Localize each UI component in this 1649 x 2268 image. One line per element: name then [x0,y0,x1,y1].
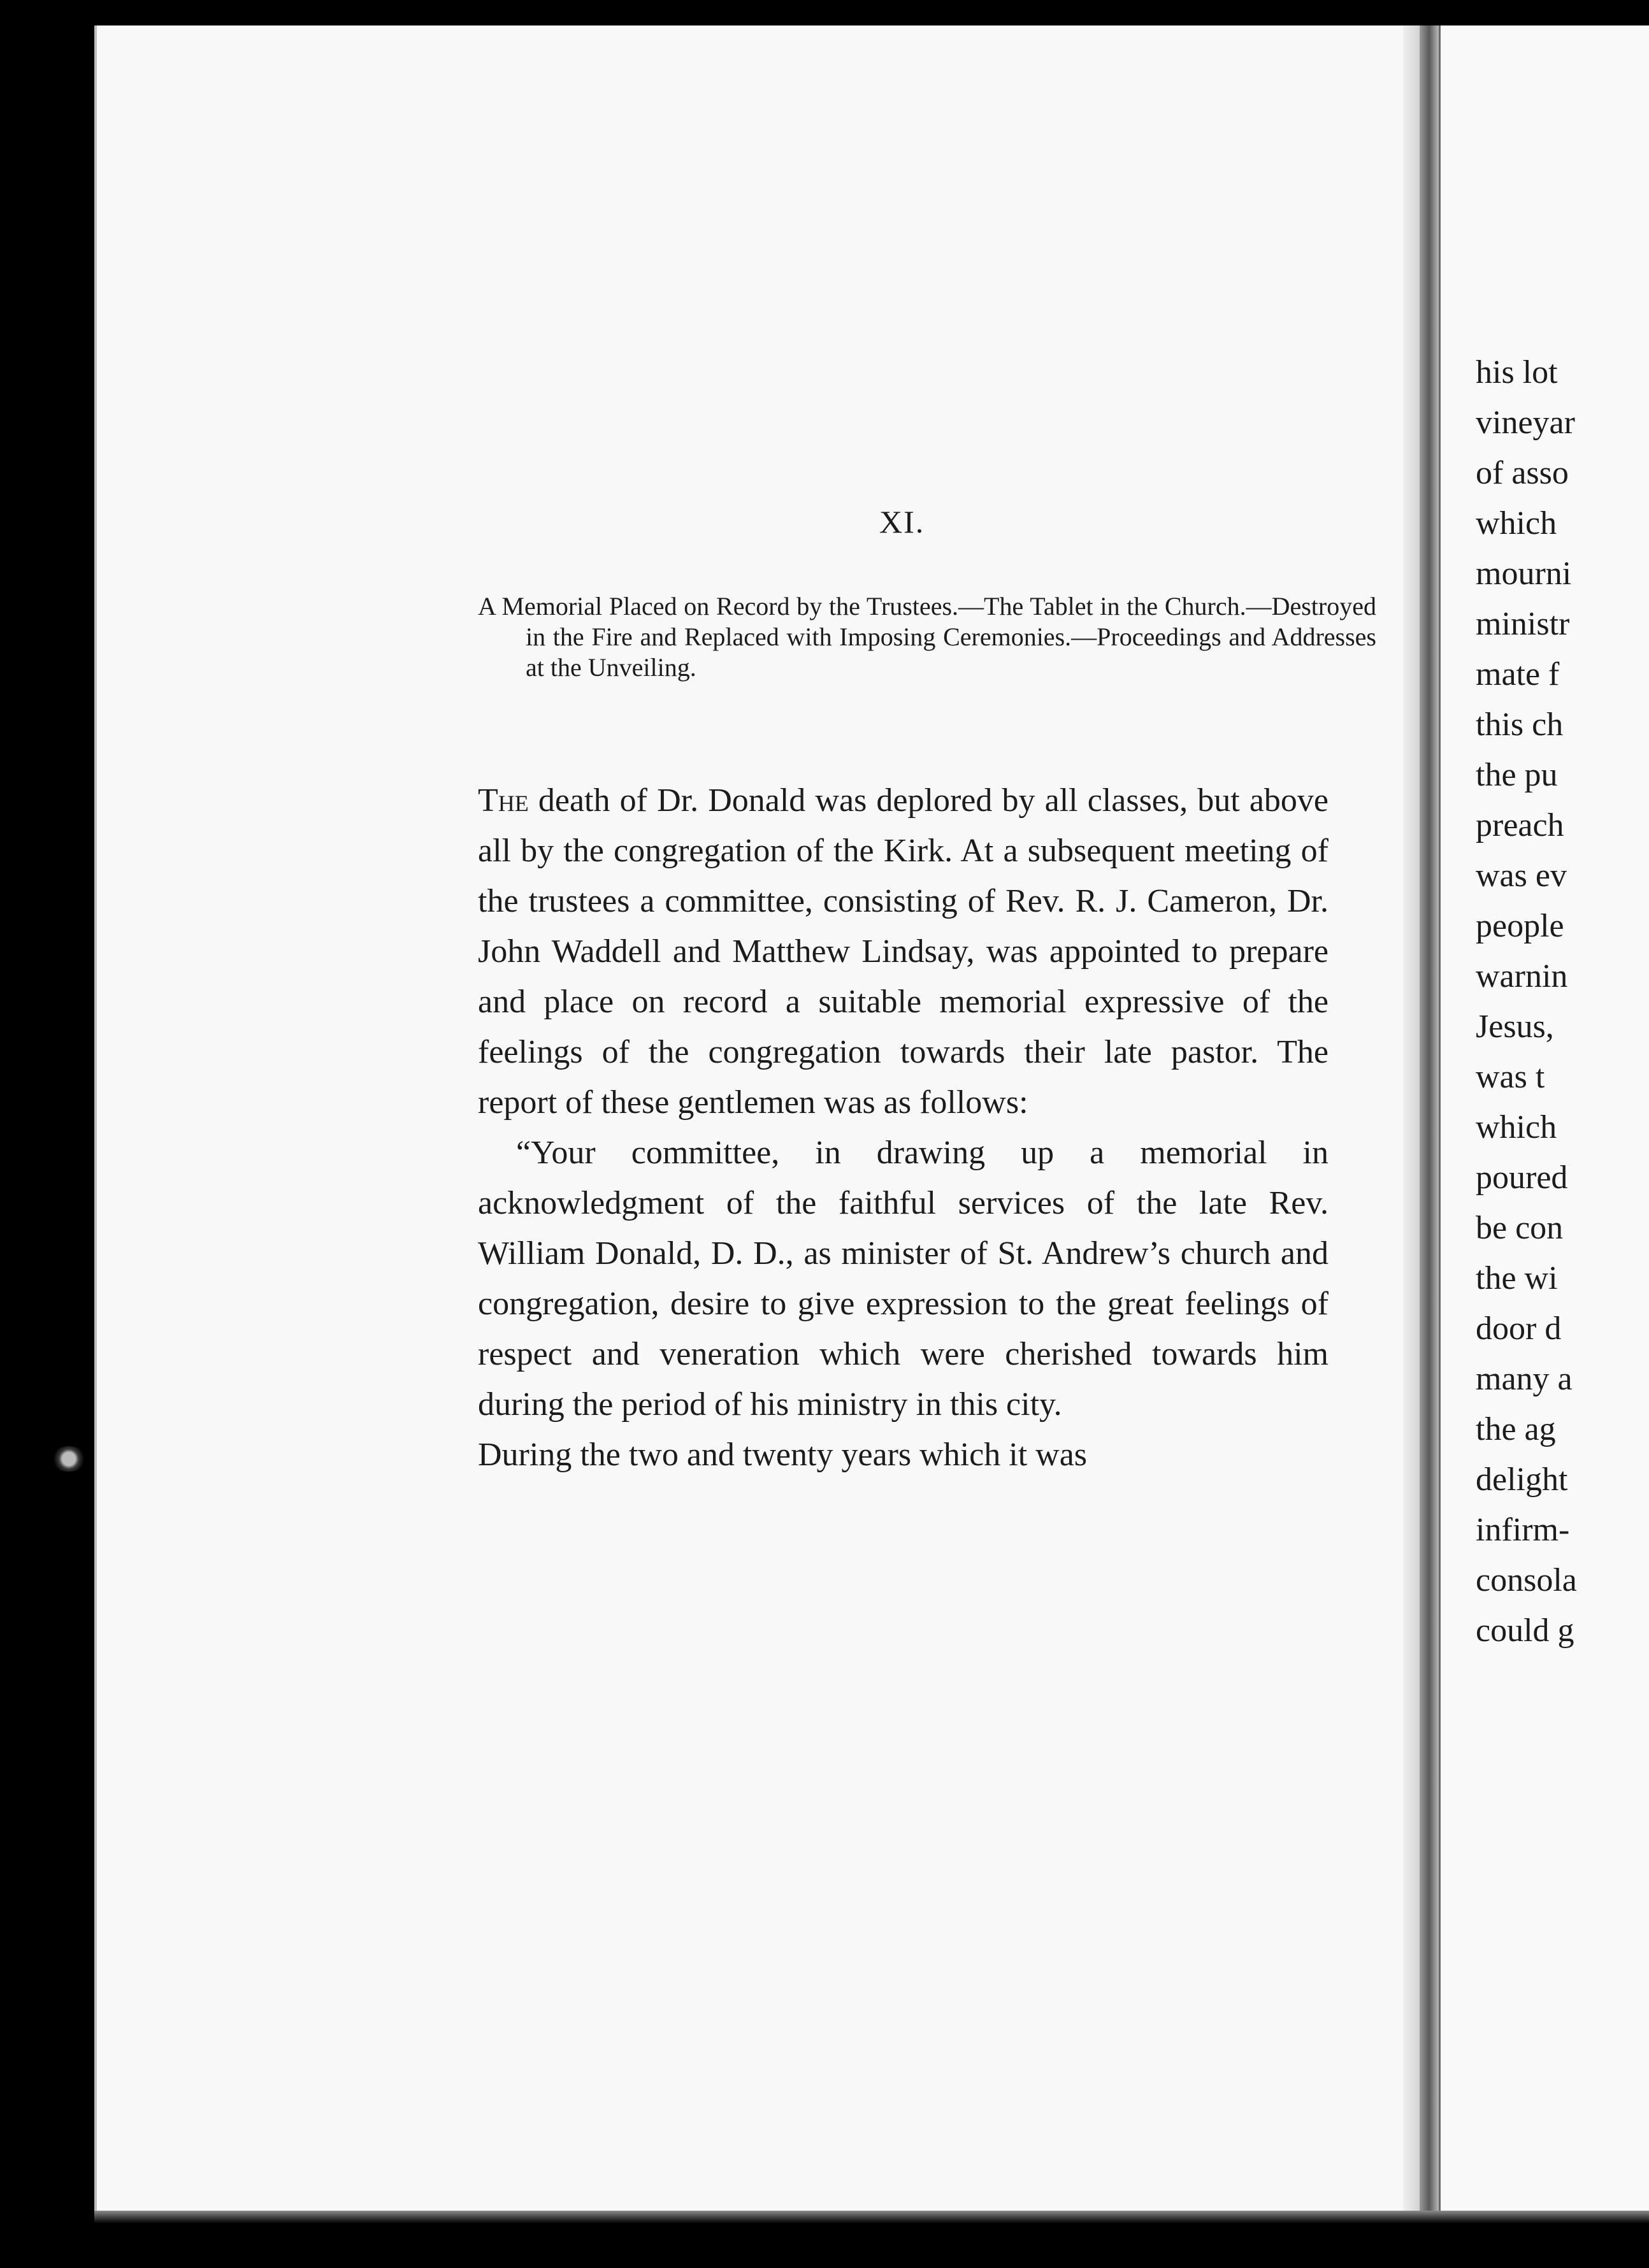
book-gutter [1420,25,1439,2211]
right-line: warnin [1476,958,1568,994]
right-line: the wi [1476,1260,1558,1296]
lead-word: The [478,782,529,819]
body-text [478,775,1329,1480]
right-line: consola [1476,1562,1577,1598]
right-page-text [1476,347,1577,1656]
right-line: which [1476,505,1557,542]
right-line: many a [1476,1361,1573,1397]
chapter-summary: A Memorial Placed on Record by the Trustees.—The Tablet in the Church.—Destroyed in the Fire and Replaced with Imposing Ceremonies.—Proceedings and Addresses at the Unveiling. [478,592,1376,682]
chapter-number: XI. [879,504,925,540]
scan-speck [51,1446,87,1472]
right-line: mate f [1476,656,1560,693]
right-line: Jesus, [1476,1008,1554,1045]
right-line: door d [1476,1310,1562,1347]
right-line: be con [1476,1210,1564,1246]
right-line: poured [1476,1159,1568,1196]
right-line: people [1476,908,1564,944]
right-line: his lot [1476,354,1558,391]
right-line: vineyar [1476,405,1575,441]
right-line: delight [1476,1461,1568,1498]
right-line: mourni [1476,556,1572,592]
right-line: could g [1476,1612,1574,1649]
right-line: the ag [1476,1411,1556,1447]
right-line: of asso [1476,455,1569,491]
right-line: preach [1476,807,1564,843]
paragraph-text: death of Dr. Donald was deplored by all classes, but above all by the congregation of the Kirk. At a subsequent meeting of the trustees a committee, consisting of Rev. R. J. Cameron, Dr. John Waddell and Matthew Lindsay, was appointed to prepare and place on record a suitable memorial expressive of the feelings of the congregation towards their late pastor. The report of these gentlemen was as follows: [478,782,1329,1121]
right-line: was t [1476,1059,1545,1095]
page-bottom-edge [94,2211,1649,2223]
right-page [1439,25,1649,2211]
right-line: ministr [1476,606,1570,642]
right-line: infirm- [1476,1512,1570,1548]
right-line: which [1476,1109,1557,1145]
paragraph: During the two and twenty years which it was [478,1437,1088,1473]
paragraph: “Your committee, in drawing up a memorial in acknowledgment of the faithful services of the late Rev. William Donald, D. D., as minister of St. Andrew’s church and congregation, desire to give expression to the great feelings of respect and veneration which were cherished towards him during the period of his ministry in this city. [478,1135,1329,1423]
right-line: the pu [1476,757,1558,793]
paragraph [478,775,1329,1128]
right-line: this ch [1476,707,1564,743]
right-line: was ev [1476,858,1567,894]
